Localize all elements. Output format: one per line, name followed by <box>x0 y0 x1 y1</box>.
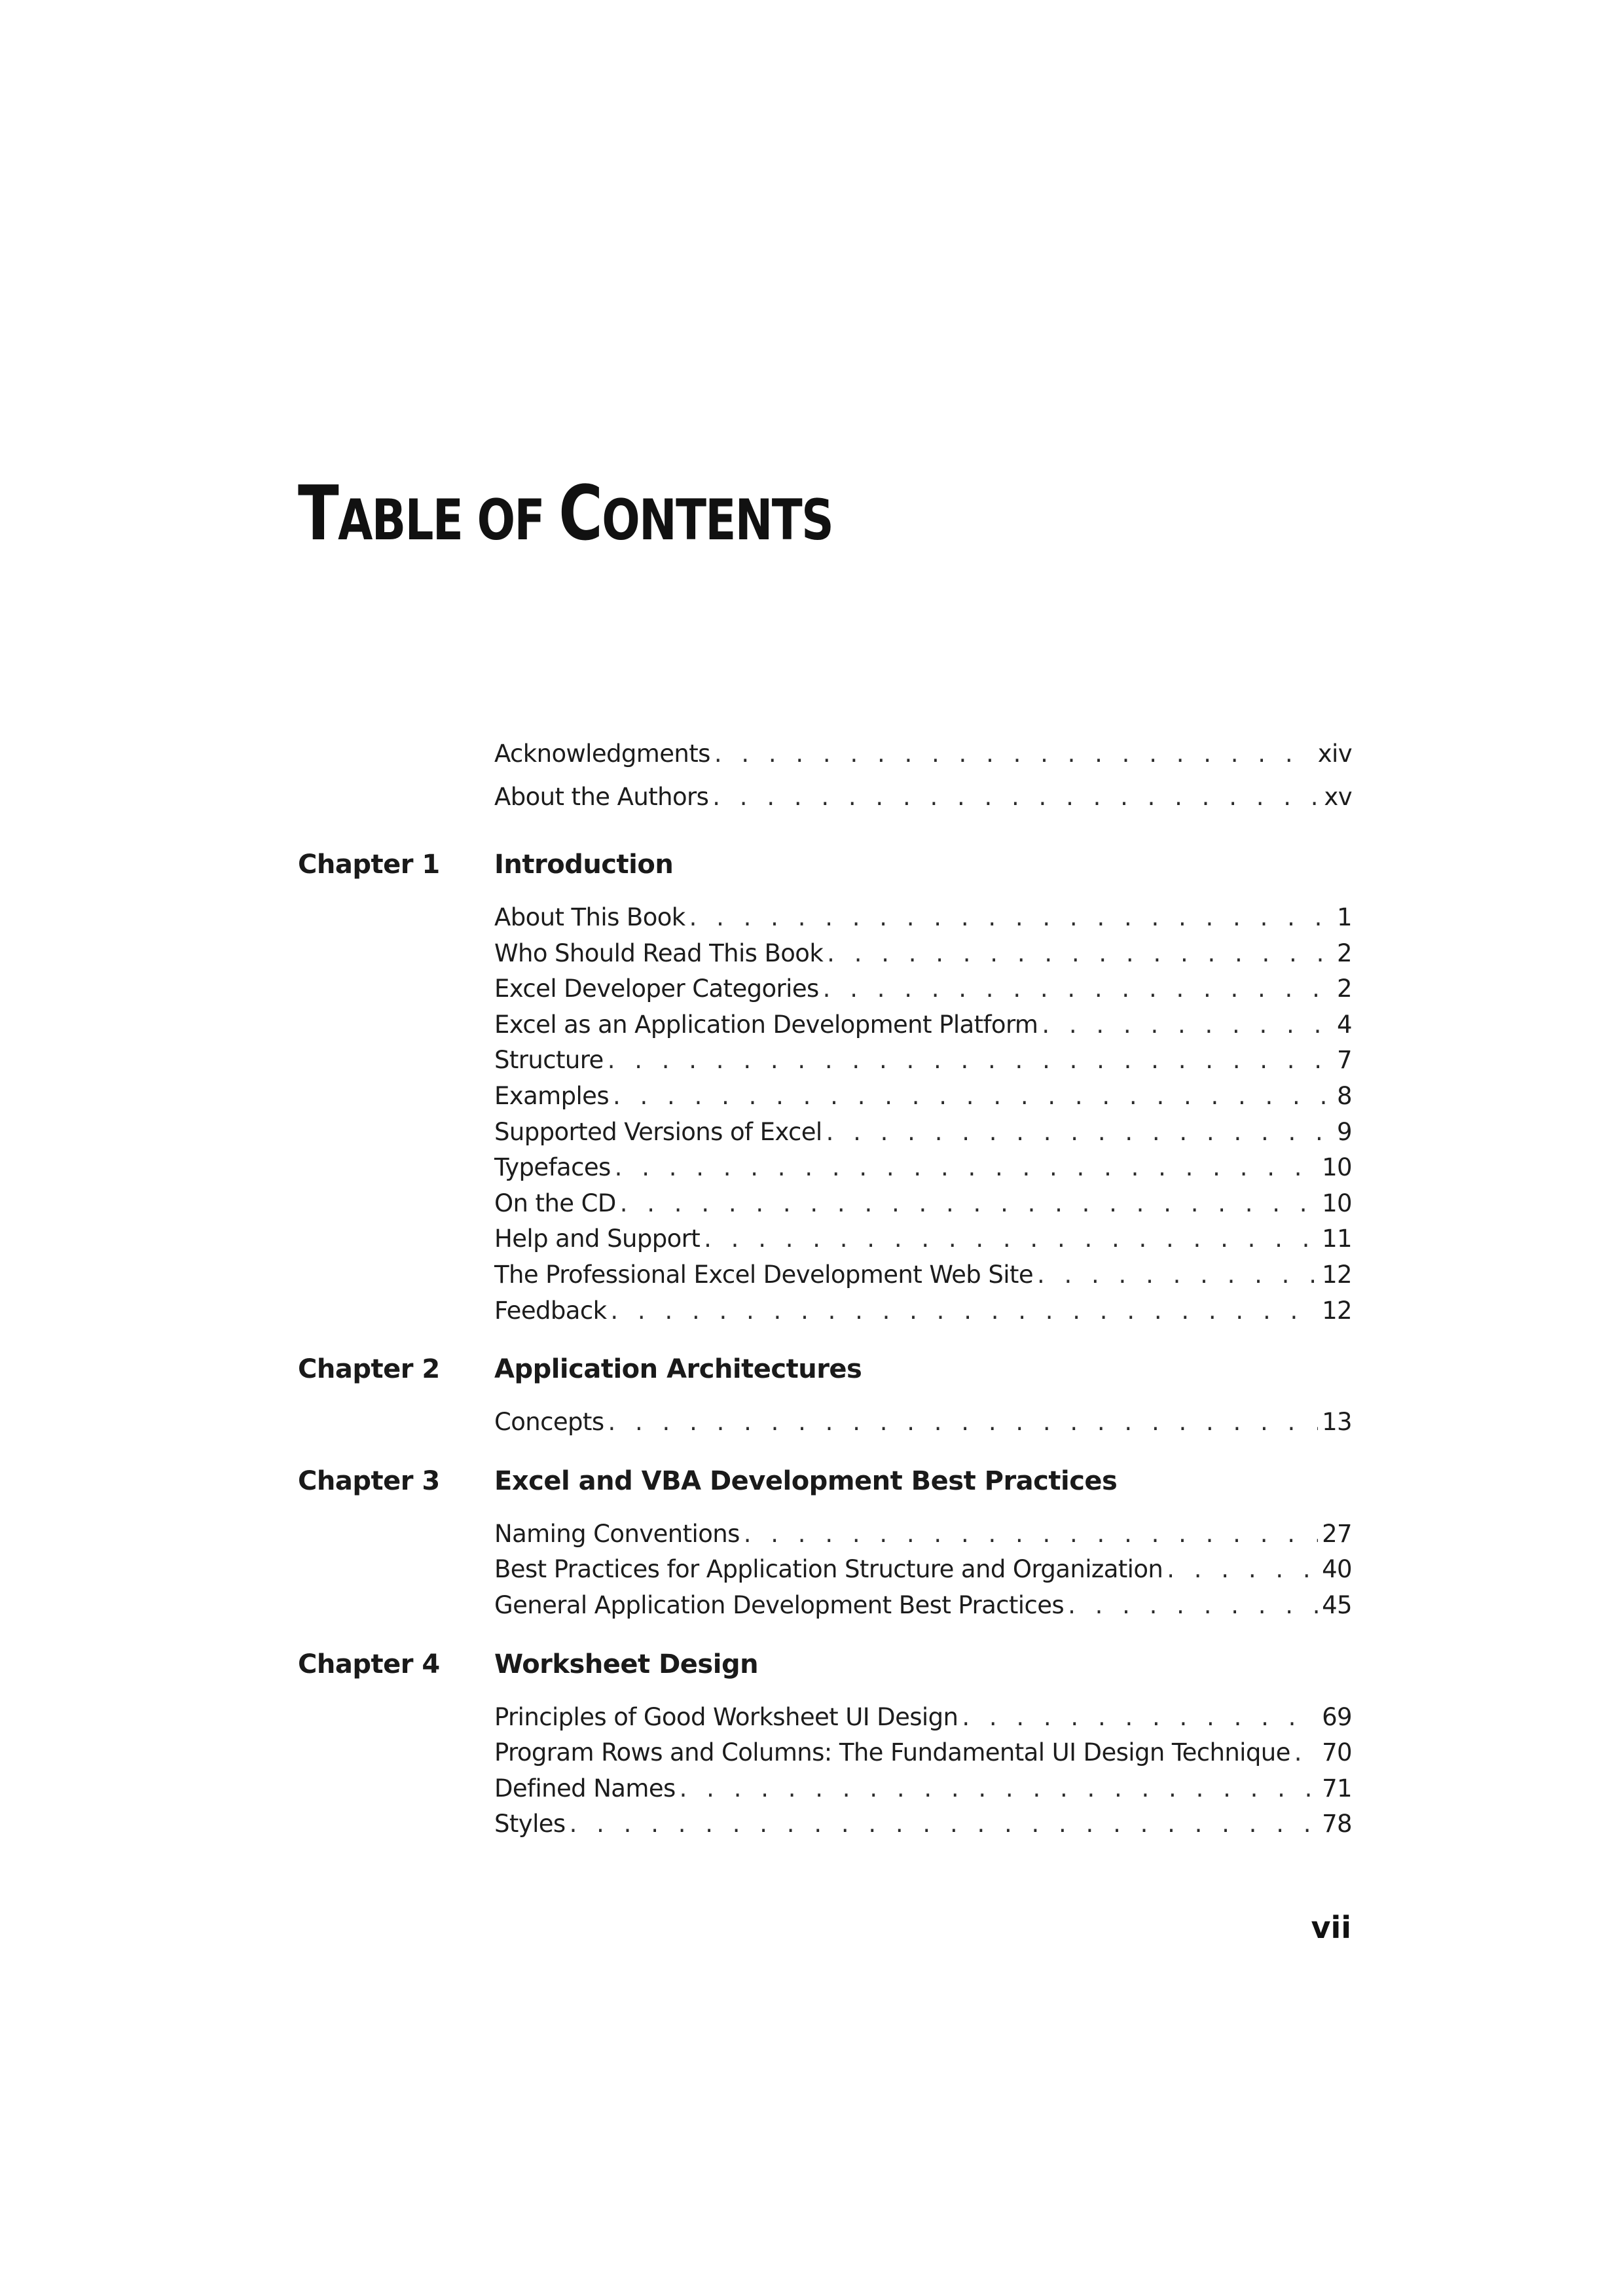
toc-entry-page: 12 <box>1322 1260 1352 1289</box>
dot-leader <box>826 1118 1333 1146</box>
chapter-heading[interactable] <box>298 850 1352 889</box>
toc-entry-page: xiv <box>1317 740 1352 768</box>
toc-entry-page: 27 <box>1322 1519 1352 1548</box>
toc-entry-title: Acknowledgments <box>494 740 710 768</box>
dot-leader <box>608 1408 1319 1436</box>
toc-entry[interactable] <box>494 939 1352 975</box>
toc-entry-title: Naming Conventions <box>494 1519 740 1548</box>
toc-entry[interactable] <box>494 1261 1352 1297</box>
chapter-title: Excel and VBA Development Best Practices <box>494 1465 1118 1496</box>
chapter-section <box>298 850 1352 1332</box>
dot-leader <box>1037 1261 1318 1289</box>
toc-entry-page: 78 <box>1322 1810 1352 1839</box>
toc-entry[interactable] <box>494 903 1352 939</box>
toc-entry-page: 8 <box>1337 1081 1352 1110</box>
toc-entry[interactable] <box>494 783 1352 826</box>
chapter-entries <box>298 903 1352 1332</box>
toc-entry-page: 2 <box>1337 939 1352 967</box>
chapter-heading[interactable] <box>298 1649 1352 1689</box>
toc-entry-title: Who Should Read This Book <box>494 939 824 967</box>
toc-entry[interactable] <box>494 1520 1352 1556</box>
dot-leader <box>1167 1555 1318 1583</box>
chapter-title: Introduction <box>494 850 674 880</box>
chapter-entries <box>298 1703 1352 1846</box>
toc-entry-page: 9 <box>1337 1117 1352 1146</box>
toc-entry-title: Concepts <box>494 1408 604 1437</box>
dot-leader <box>615 1153 1318 1181</box>
dot-leader <box>823 975 1333 1003</box>
chapter-label: Chapter 2 <box>298 1354 440 1385</box>
chapter-section <box>298 1354 1352 1444</box>
toc-entry-title: Help and Support <box>494 1225 701 1253</box>
toc-entry[interactable] <box>494 1738 1352 1774</box>
dot-leader <box>1042 1011 1333 1039</box>
toc-entry-page: 70 <box>1322 1738 1352 1767</box>
toc-entry[interactable] <box>494 1153 1352 1189</box>
toc-entry[interactable] <box>494 1408 1352 1444</box>
chapter-title: Worksheet Design <box>494 1649 759 1679</box>
toc-entry[interactable] <box>494 1774 1352 1810</box>
dot-leader <box>704 1225 1318 1253</box>
toc-entry-page: 45 <box>1322 1590 1352 1619</box>
dot-leader <box>712 783 1320 811</box>
toc-entry[interactable] <box>494 1046 1352 1082</box>
dot-leader <box>608 1046 1333 1074</box>
toc-entry-page: 1 <box>1337 903 1352 931</box>
toc-entry[interactable] <box>494 1703 1352 1739</box>
dot-leader <box>962 1703 1318 1731</box>
toc-entry-page: 13 <box>1322 1408 1352 1437</box>
toc-entry-title: Supported Versions of Excel <box>494 1117 822 1146</box>
toc-entry-title: Defined Names <box>494 1774 676 1803</box>
toc-entry-title: Typefaces <box>494 1153 611 1182</box>
toc-entry-title: Feedback <box>494 1296 607 1325</box>
toc-entry-title: About the Authors <box>494 783 709 811</box>
dot-leader <box>1294 1738 1318 1767</box>
toc-entry-title: Excel Developer Categories <box>494 975 819 1003</box>
toc-entry-page: xv <box>1324 783 1352 811</box>
toc-entry-title: Structure <box>494 1046 604 1075</box>
dot-leader <box>613 1082 1333 1110</box>
toc-entry[interactable] <box>494 1297 1352 1333</box>
toc-entry-title: Principles of Good Worksheet UI Design <box>494 1702 958 1731</box>
toc-entry-title: Best Practices for Application Structure and Organization <box>494 1555 1163 1584</box>
chapter-label: Chapter 4 <box>298 1649 440 1679</box>
dot-leader <box>1068 1591 1318 1619</box>
toc-entry-title: Styles <box>494 1810 566 1839</box>
toc-entry-page: 11 <box>1322 1225 1352 1253</box>
dot-leader <box>680 1774 1318 1803</box>
toc-entry[interactable] <box>494 1810 1352 1846</box>
toc-entry[interactable] <box>494 1189 1352 1225</box>
chapter-label: Chapter 1 <box>298 850 440 880</box>
chapter-section <box>298 1466 1352 1627</box>
toc-entry-page: 69 <box>1322 1702 1352 1731</box>
toc-entry[interactable] <box>494 1082 1352 1118</box>
toc-entry-title: General Application Development Best Practices <box>494 1590 1065 1619</box>
chapter-section <box>298 1649 1352 1846</box>
toc-entry-page: 40 <box>1322 1555 1352 1584</box>
toc-entry-title: Excel as an Application Development Platform <box>494 1010 1038 1039</box>
toc-entry[interactable] <box>494 1555 1352 1591</box>
toc-entry-page: 12 <box>1322 1296 1352 1325</box>
dot-leader <box>689 903 1333 931</box>
toc-entry-title: Examples <box>494 1081 609 1110</box>
toc-entry[interactable] <box>494 740 1352 783</box>
dot-leader <box>714 740 1314 768</box>
toc-entry-title: About This Book <box>494 903 685 931</box>
toc-entry-page: 10 <box>1322 1153 1352 1182</box>
dot-leader <box>570 1810 1318 1838</box>
dot-leader <box>610 1297 1318 1325</box>
toc-entry[interactable] <box>494 1225 1352 1261</box>
dot-leader <box>827 939 1333 967</box>
toc-entry[interactable] <box>494 1591 1352 1627</box>
toc-entry-page: 71 <box>1322 1774 1352 1803</box>
chapter-title: Application Architectures <box>494 1354 862 1385</box>
toc-entry-title: Program Rows and Columns: The Fundamental UI Design Technique <box>494 1738 1290 1767</box>
toc-entry-title: The Professional Excel Development Web Site <box>494 1260 1033 1289</box>
toc-entry[interactable] <box>494 975 1352 1011</box>
chapter-label: Chapter 3 <box>298 1465 440 1496</box>
toc-entry-page: 4 <box>1337 1010 1352 1039</box>
chapter-heading[interactable] <box>298 1466 1352 1505</box>
page-title: TABLE OF CONTENTS <box>298 470 833 558</box>
table-of-contents <box>298 740 1352 1868</box>
chapter-heading[interactable] <box>298 1354 1352 1393</box>
toc-entry[interactable] <box>494 1011 1352 1047</box>
toc-entry-title: On the CD <box>494 1189 616 1217</box>
toc-entry[interactable] <box>494 1118 1352 1154</box>
toc-entry-page: 10 <box>1322 1189 1352 1217</box>
toc-entry-page: 2 <box>1337 975 1352 1003</box>
front-matter <box>298 740 1352 826</box>
chapter-entries <box>298 1408 1352 1444</box>
dot-leader <box>620 1189 1318 1217</box>
page-number: vii <box>1311 1910 1351 1945</box>
toc-entry-page: 7 <box>1337 1046 1352 1075</box>
dot-leader <box>744 1520 1318 1548</box>
chapter-entries <box>298 1520 1352 1627</box>
